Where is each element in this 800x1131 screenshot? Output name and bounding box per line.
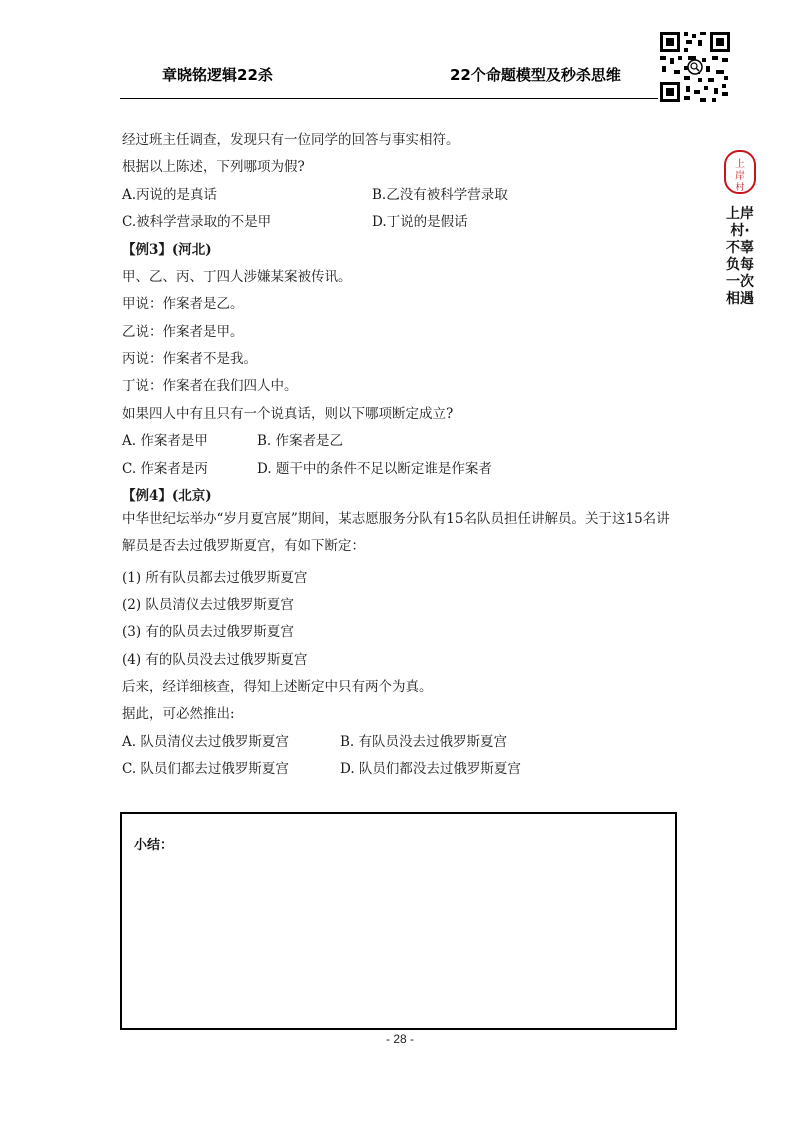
header-left-title: 章晓铭逻辑22杀 [162,66,273,84]
text-paragraph: 中华世纪坛举办“岁月夏宫展”期间，某志愿服务分队有15名队员担任讲解员。关于这15名讲解员是否去过俄罗斯夏宫，有如下断定： [122,511,670,554]
header-rule [120,98,680,99]
option-a: A.丙说的是真话 [122,187,218,203]
text-line: 甲、乙、丙、丁四人涉嫌某案被传讯。 [122,269,352,285]
shangancun-logo-icon [724,150,756,194]
option-a: A. 作案者是甲 [122,433,208,449]
claim-2: (2) 队员清仪去过俄罗斯夏宫 [122,597,294,613]
summary-label: 小结： [134,838,174,853]
svg-text:上: 上 [735,159,745,170]
qr-code-icon [658,30,732,104]
option-c: C.被科学营录取的不是甲 [122,214,272,230]
option-d: D. 题干中的条件不足以断定谁是作案者 [257,461,492,477]
statement-jia: 甲说：作案者是乙。 [122,296,244,312]
statement-yi: 乙说：作案者是甲。 [122,324,244,340]
example-3-heading: 【例3】(河北) [122,242,212,258]
header-right-title: 22个命题模型及秒杀思维 [450,66,621,84]
example-4-heading: 【例4】(北京) [122,488,212,504]
svg-text:村: 村 [735,183,745,193]
text-line: 经过班主任调查，发现只有一位同学的回答与事实相符。 [122,132,460,148]
question-line: 如果四人中有且只有一个说真话，则以下哪项断定成立? [122,406,454,422]
option-b: B. 作案者是乙 [257,433,344,449]
option-b: B. 有队员没去过俄罗斯夏宫 [340,734,508,750]
claim-4: (4) 有的队员没去过俄罗斯夏宫 [122,652,308,668]
question-line: 根据以上陈述，下列哪项为假? [122,159,305,175]
option-a: A. 队员清仪去过俄罗斯夏宫 [122,734,289,750]
option-d: D. 队员们都没去过俄罗斯夏宫 [340,761,521,777]
question-line: 据此，可必然推出: [122,706,235,722]
summary-box[interactable] [120,812,677,1030]
claim-1: (1) 所有队员都去过俄罗斯夏宫 [122,570,308,586]
option-c: C. 队员们都去过俄罗斯夏宫 [122,761,289,777]
sidebar-slogan: 上岸村·不辜负每一次相遇 [726,206,754,307]
statement-bing: 丙说：作案者不是我。 [122,351,257,367]
option-b: B.乙没有被科学营录取 [372,187,508,203]
claim-3: (3) 有的队员去过俄罗斯夏宫 [122,624,294,640]
option-c: C. 作案者是丙 [122,461,208,477]
page-number: - 28 - [385,1032,414,1046]
option-d: D.丁说的是假话 [372,214,468,230]
statement-ding: 丁说：作案者在我们四人中。 [122,378,298,394]
text-line: 后来，经详细核查，得知上述断定中只有两个为真。 [122,679,433,695]
svg-text:岸: 岸 [735,171,745,182]
